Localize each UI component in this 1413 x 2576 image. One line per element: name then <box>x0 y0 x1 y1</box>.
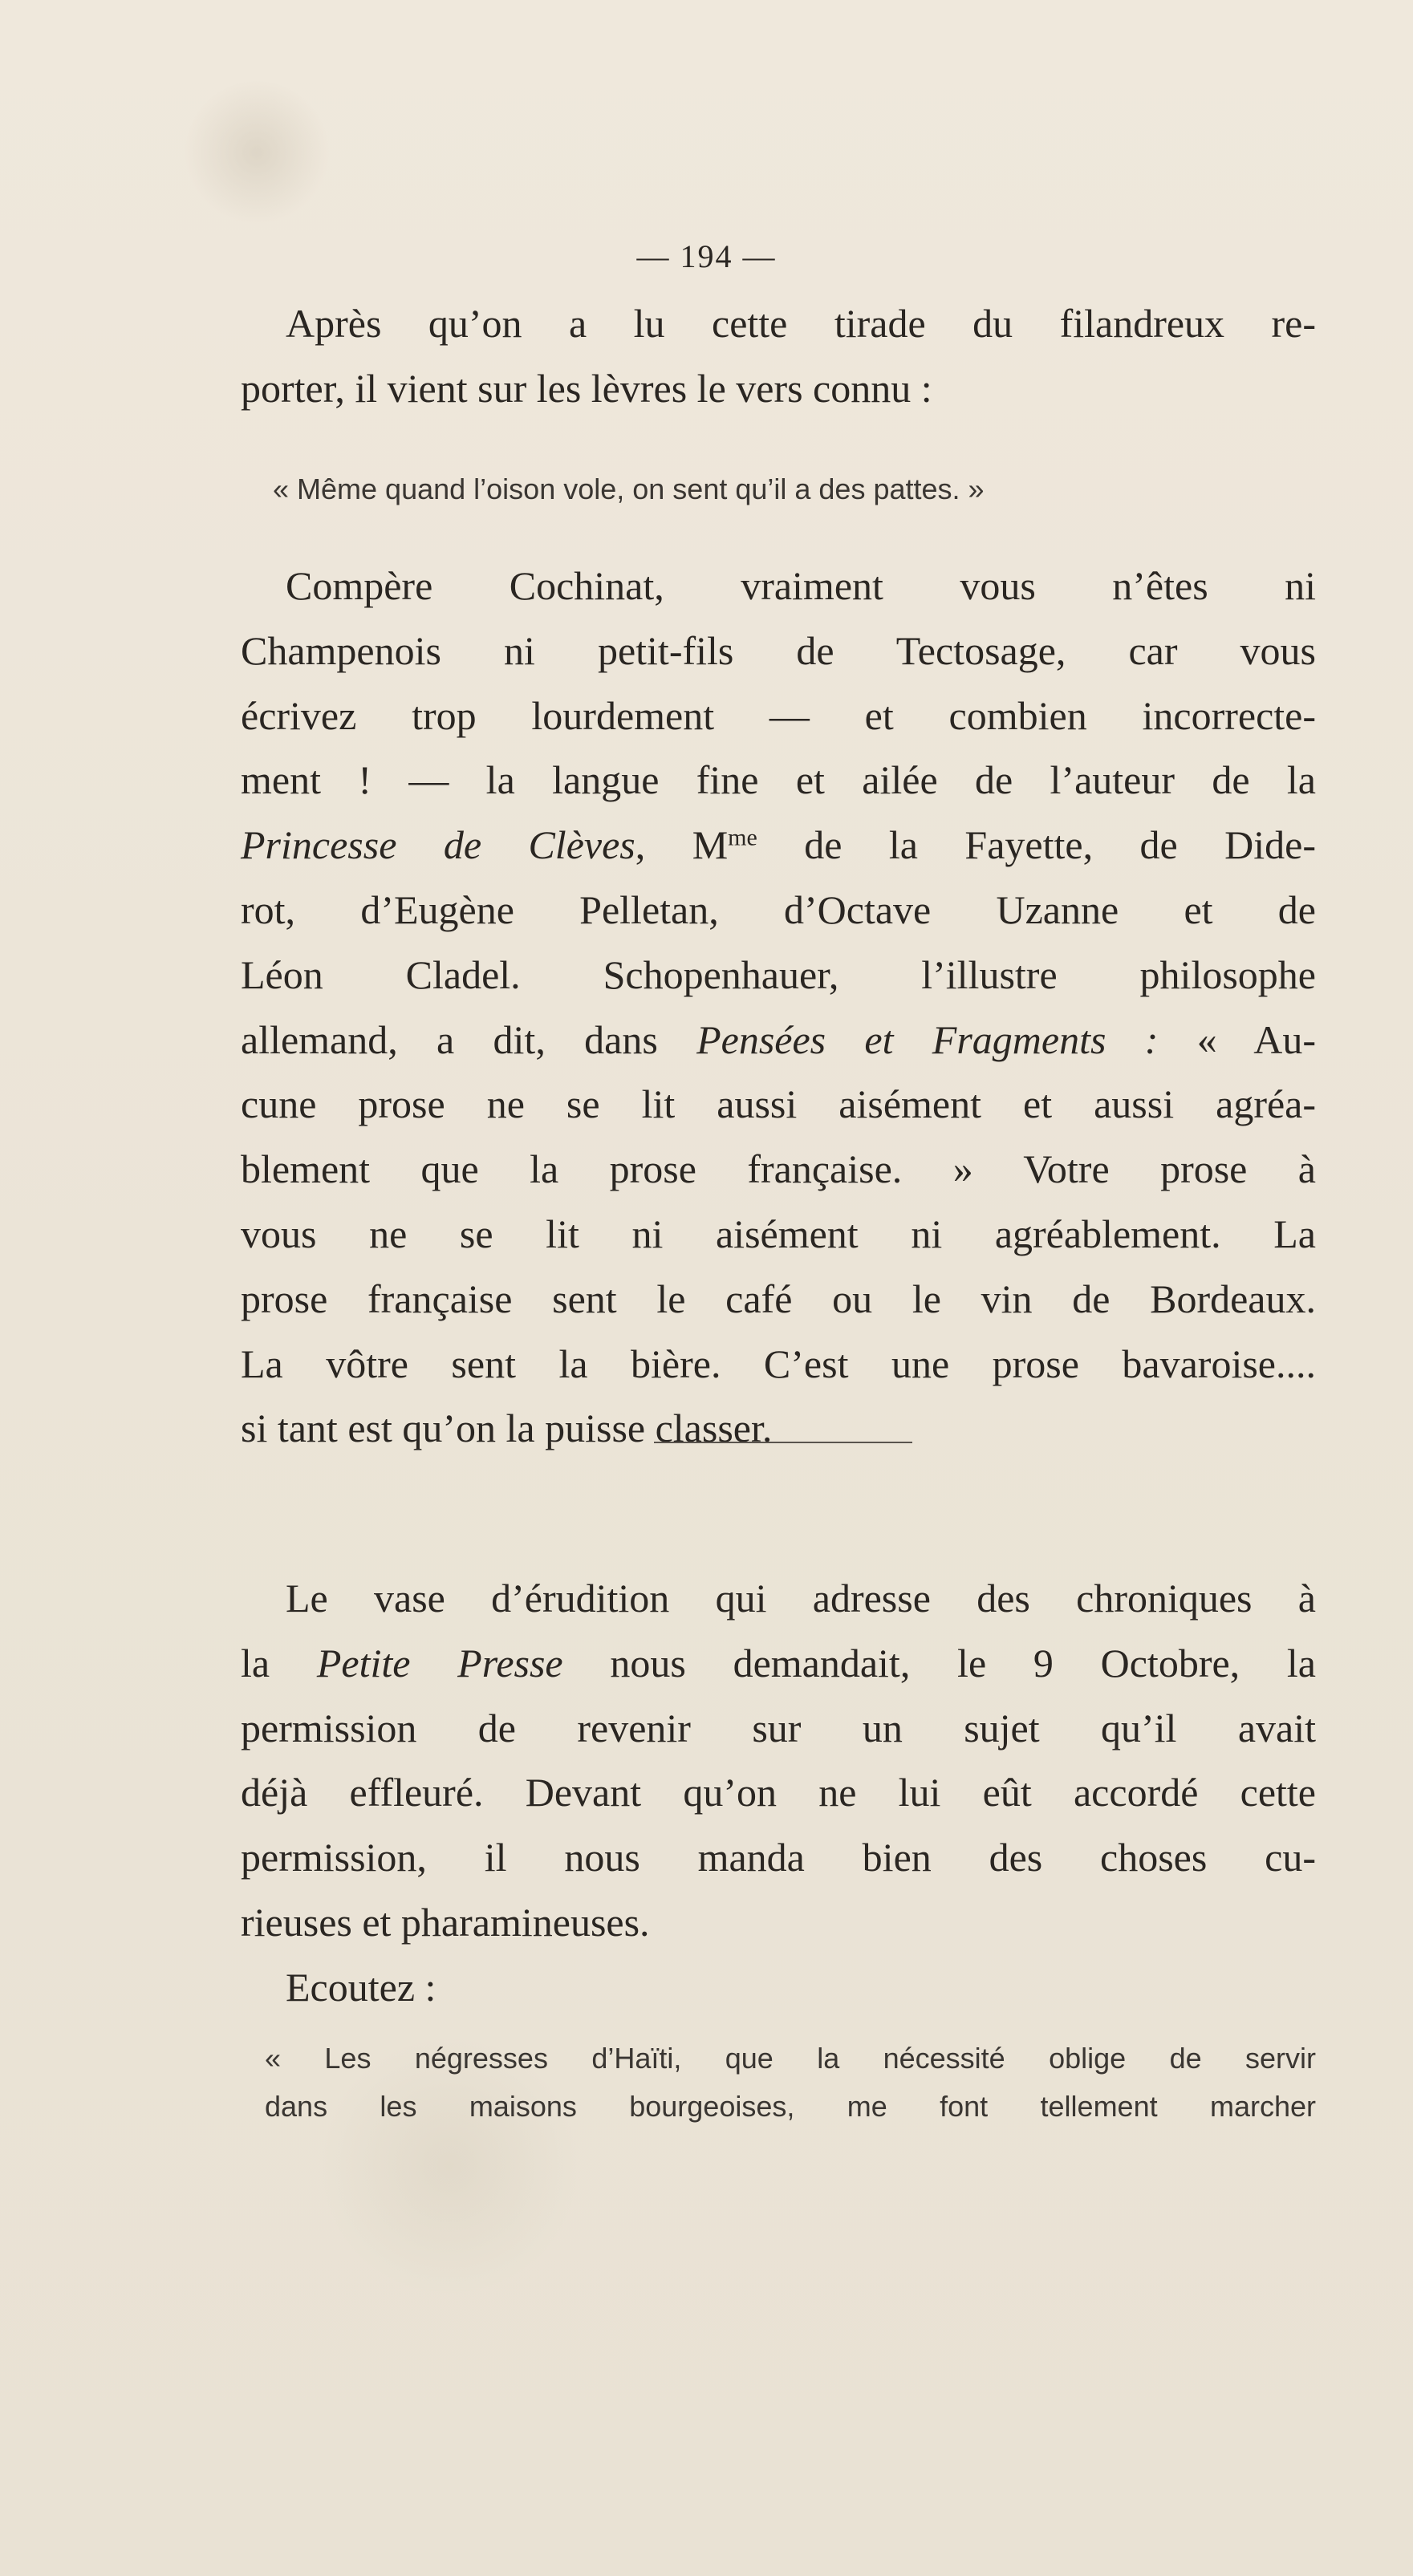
text-fragment: « Au- <box>1158 1016 1317 1062</box>
text-fragment: nous demandait, le 9 Octobre, la <box>562 1640 1316 1686</box>
text-line <box>241 813 1316 878</box>
text-line: Après qu’on a lu cette tirade du filandreux re- <box>286 301 1316 346</box>
text-fragment: allemand, a dit, dans <box>241 1016 697 1062</box>
quote-line: « Même quand l’oison vole, on sent qu’il a des pattes. » <box>273 473 985 505</box>
text-line: blement que la prose française. » Votre prose à <box>241 1146 1316 1192</box>
text-line: déjà effleuré. Devant qu’on ne lui eût accordé cette <box>241 1770 1316 1815</box>
text-line: vous ne se lit ni aisément ni agréablement. La <box>241 1211 1316 1256</box>
book-title: Princesse de Clèves <box>241 822 635 868</box>
text-line: Le vase d’érudition qui adresse des chroniques à <box>286 1576 1316 1621</box>
text-line <box>241 1631 1316 1696</box>
text-line <box>241 1008 1316 1073</box>
text-line: ment ! — la langue fine et ailée de l’auteur de la <box>241 757 1316 803</box>
quote-line: « Les négresses d’Haïti, que la nécessité oblige de servir <box>265 2042 1316 2075</box>
text-line: prose française sent le café ou le vin de Bordeaux. <box>241 1276 1316 1321</box>
text-fragment: la <box>241 1640 317 1686</box>
text-line: rot, d’Eugène Pelletan, d’Octave Uzanne et de <box>241 886 1316 932</box>
section-divider <box>654 1442 912 1443</box>
text-line: permission de revenir sur un sujet qu’il avait <box>241 1705 1316 1750</box>
paragraph-cochinat <box>241 554 1316 1461</box>
paragraph-petite-presse <box>241 1566 1316 2020</box>
text-line: Champenois ni petit-fils de Tectosage, car vous <box>241 627 1316 673</box>
text-fragment: de la Fayette, de Dide- <box>757 822 1316 868</box>
verse-quote <box>273 465 1316 513</box>
text-line: porter, il vient sur les lèvres le vers connu : <box>241 365 932 411</box>
text-fragment: , M <box>635 822 729 868</box>
text-line: permission, il nous manda bien des choses cu- <box>241 1835 1316 1880</box>
text-line: La vôtre sent la bière. C’est une prose bavaroise.... <box>241 1341 1316 1386</box>
text-line: Léon Cladel. Schopenhauer, l’illustre philosophe <box>241 951 1316 997</box>
page-number: — 194 — <box>636 238 777 274</box>
text-line: cune prose ne se lit aussi aisément et aussi agréa- <box>241 1081 1316 1127</box>
text-line: Ecoutez : <box>286 1964 436 2010</box>
text-line: écrivez trop lourdement — et combien incorrecte- <box>241 692 1316 738</box>
text-line: Compère Cochinat, vraiment vous n’êtes ni <box>286 563 1316 608</box>
text-line: si tant est qu’on la puisse classer. <box>241 1406 773 1451</box>
newspaper-quote <box>265 2034 1316 2131</box>
newspaper-title: Petite Presse <box>316 1640 563 1686</box>
book-title: Pensées et Fragments : <box>696 1016 1159 1062</box>
text-line: rieuses et pharamineuses. <box>241 1899 650 1945</box>
quote-line: dans les maisons bourgeoises, me font tellement marcher <box>265 2090 1316 2123</box>
paragraph-intro <box>241 291 1316 421</box>
superscript: me <box>728 824 757 851</box>
